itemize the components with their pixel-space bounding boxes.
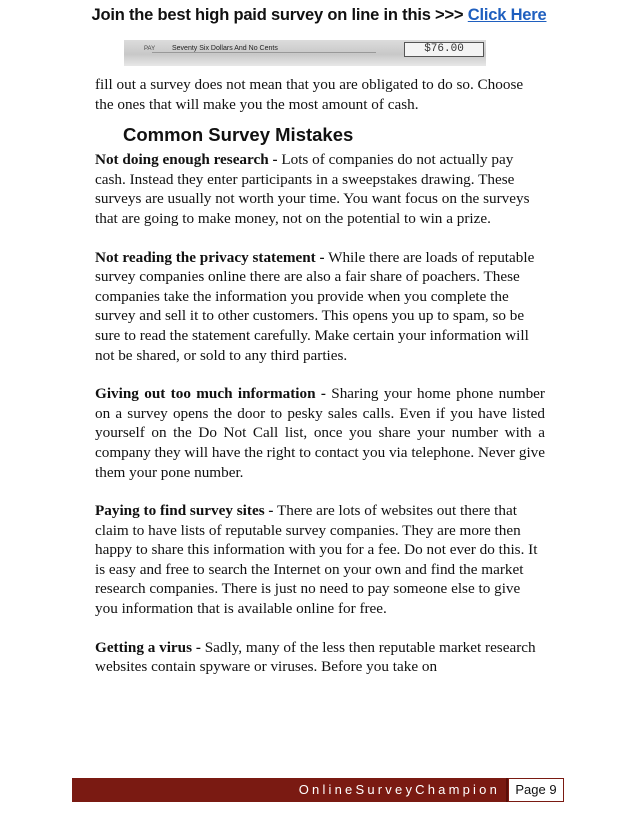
mistake-text: While there are loads of reputable survey companies online there are also a fair share of poachers. These companies take the information you provide when you complete the survey and sell it to other customers. This opens you up to spam, so be sure to read the statement carefully. Make certain your information will not be shared, or sold to any third parties. [95, 248, 535, 364]
mistake-text: Sharing your home phone number on a survey opens the door to pesky sales calls. Even if you have listed yourself on the Do Not Call list, once you share your number with a company they will have the right to contact you via telephone. Never give them your pone number. [95, 385, 545, 481]
intro-paragraph: fill out a survey does not mean that you are obligated to do so. Choose the ones that will make you the most amount of cash. [95, 76, 524, 113]
mistake-paragraph [95, 384, 545, 482]
check-amount: $76.00 [404, 42, 484, 57]
click-here-link[interactable]: Click Here [467, 6, 547, 24]
mistake-title: Not reading the privacy statement - [95, 248, 325, 266]
mistake-text: Lots of companies do not actually pay cash. Instead they enter participants in a sweepstakes drawing. These surveys are usually not worth your time. You want focus on the surveys that are going to make money, not on the potential to win a prize. [95, 151, 530, 227]
mistake-title: Not doing enough research - [95, 151, 278, 169]
page-footer [72, 778, 564, 802]
mistake-title: Giving out too much information - [95, 385, 326, 403]
document-body [95, 75, 545, 696]
check-image [124, 40, 486, 66]
check-pay-line [152, 52, 376, 53]
mistake-text: There are lots of websites out there that claim to have lists of reputable survey companies. They are more then happy to share this information with you for a fee. Do not ever do this. It is easy and free to search the Internet on your own and find the market research companies. There is just no need to pay someone else to give you information that is available online for free. [95, 502, 538, 618]
check-pay-label: PAY [144, 46, 156, 52]
page-number: Page 9 [508, 778, 564, 802]
check-amount-words: Seventy Six Dollars And No Cents [172, 45, 278, 52]
mistake-paragraph [95, 501, 545, 619]
mistake-title: Getting a virus - [95, 638, 201, 656]
mistake-paragraph [95, 150, 545, 228]
mistake-paragraph [95, 638, 545, 677]
mistake-paragraph [95, 248, 545, 366]
mistake-text: Sadly, many of the less then reputable market research websites contain spyware or viruses. Before you take on [95, 638, 536, 676]
footer-site-name: OnlineSurveyChampion [298, 782, 500, 797]
promo-banner [0, 6, 638, 25]
section-heading: Common Survey Mistakes [123, 124, 354, 146]
mistake-title: Paying to find survey sites - [95, 502, 274, 520]
banner-text: Join the best high paid survey on line in this >>> [91, 6, 468, 24]
